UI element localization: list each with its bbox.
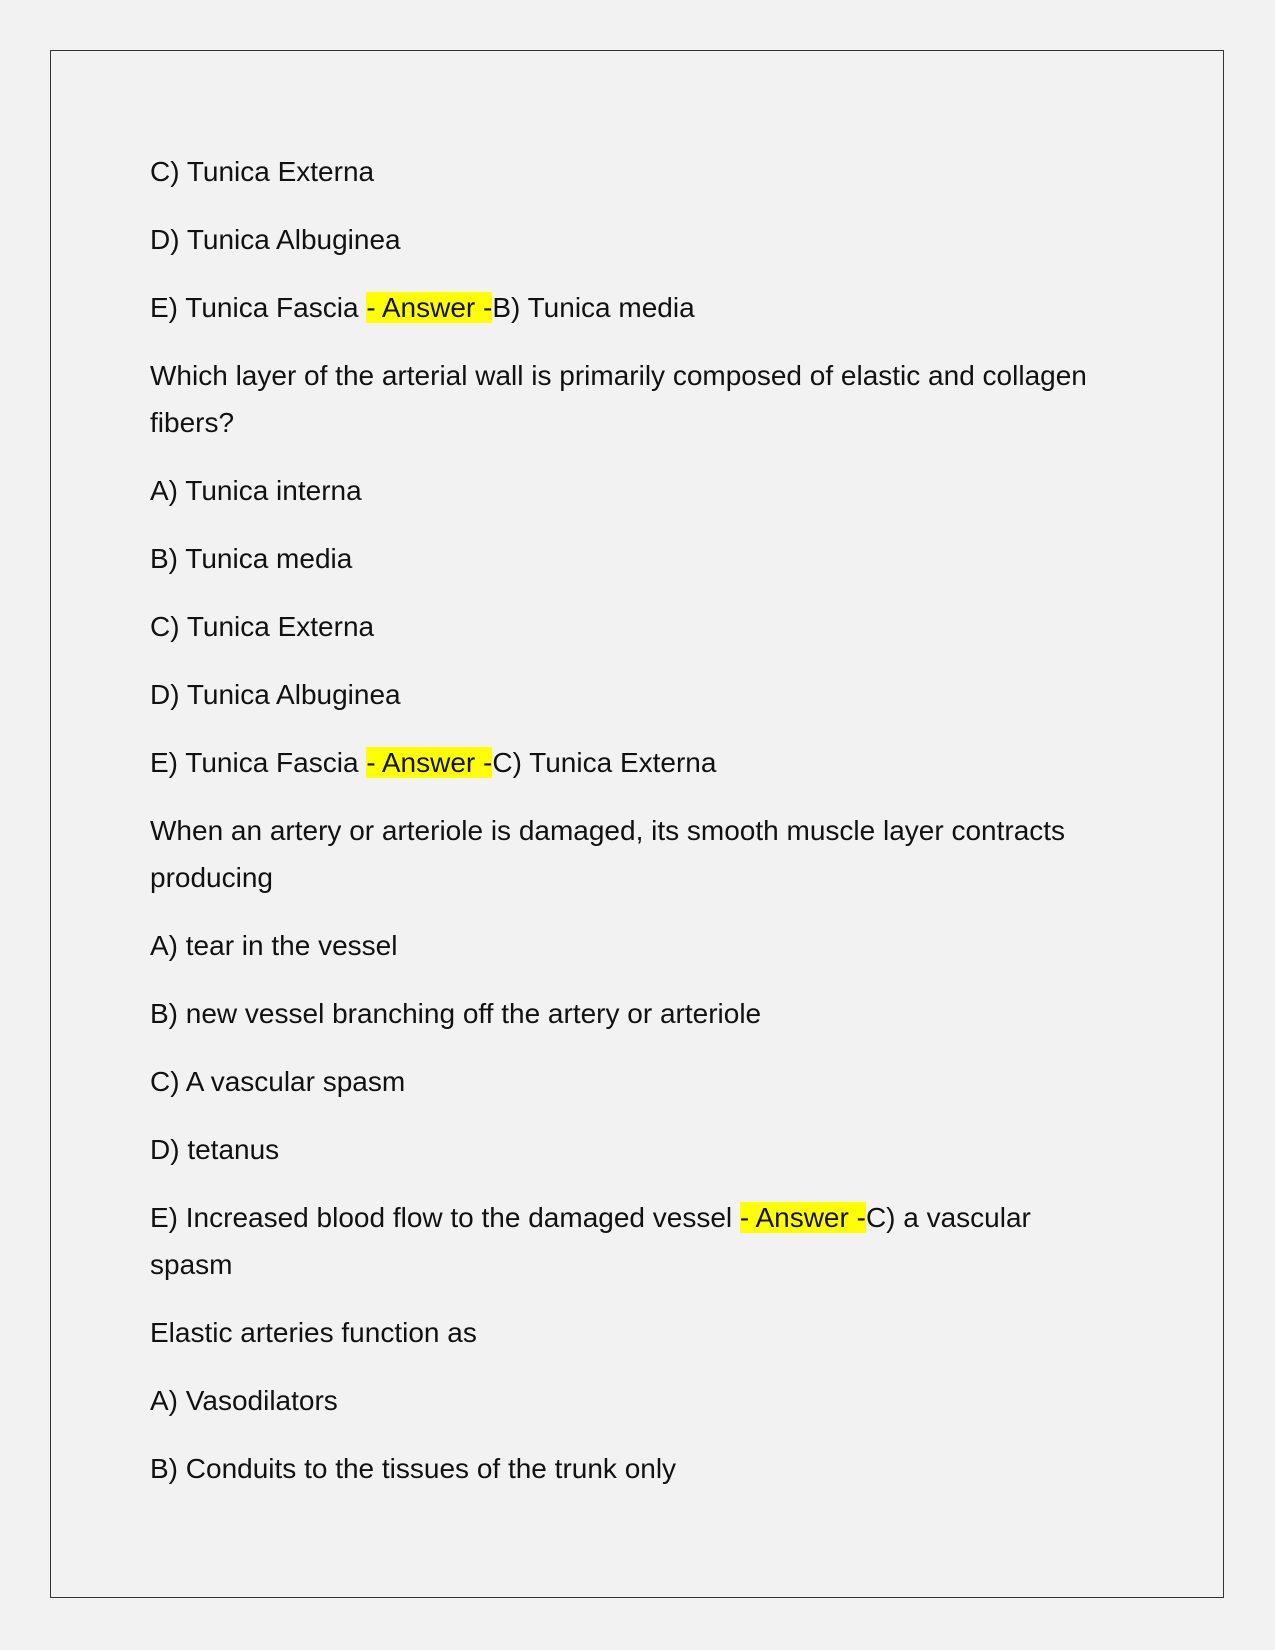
- option-line: C) Tunica Externa: [150, 611, 375, 642]
- option-text: E) Tunica Fascia: [150, 292, 367, 323]
- answer-text: C) a vascular spasm: [150, 1202, 1031, 1280]
- option-line: D) Tunica Albuginea: [150, 679, 401, 710]
- answer-highlight: - Answer -: [366, 747, 493, 778]
- option-line: D) Tunica Albuginea: [150, 224, 401, 255]
- answer-text: C) Tunica Externa: [492, 747, 717, 778]
- option-line: A) Tunica interna: [150, 475, 362, 506]
- question-line: Which layer of the arterial wall is primarily composed of elastic and collagen fibers?: [150, 360, 1087, 438]
- answer-line: [150, 1194, 1110, 1288]
- option-line: D) tetanus: [150, 1134, 280, 1165]
- option-line: B) Tunica media: [150, 543, 353, 574]
- option-line: A) Vasodilators: [150, 1385, 338, 1416]
- answer-highlight: - Answer -: [366, 292, 493, 323]
- option-text: E) Increased blood flow to the damaged vessel: [150, 1202, 740, 1233]
- question-line: When an artery or arteriole is damaged, its smooth muscle layer contracts producing: [150, 815, 1066, 893]
- answer-line: [150, 739, 1110, 786]
- option-line: A) tear in the vessel: [150, 930, 398, 961]
- option-line: C) A vascular spasm: [150, 1066, 406, 1097]
- question-line: Elastic arteries function as: [150, 1317, 477, 1348]
- document-body: [150, 148, 1110, 1513]
- option-line: B) new vessel branching off the artery or arteriole: [150, 998, 762, 1029]
- answer-highlight: - Answer -: [739, 1202, 866, 1233]
- option-line: C) Tunica Externa: [150, 156, 375, 187]
- answer-line: [150, 284, 1110, 331]
- option-line: B) Conduits to the tissues of the trunk only: [150, 1453, 677, 1484]
- option-text: E) Tunica Fascia: [150, 747, 367, 778]
- answer-text: B) Tunica media: [492, 292, 695, 323]
